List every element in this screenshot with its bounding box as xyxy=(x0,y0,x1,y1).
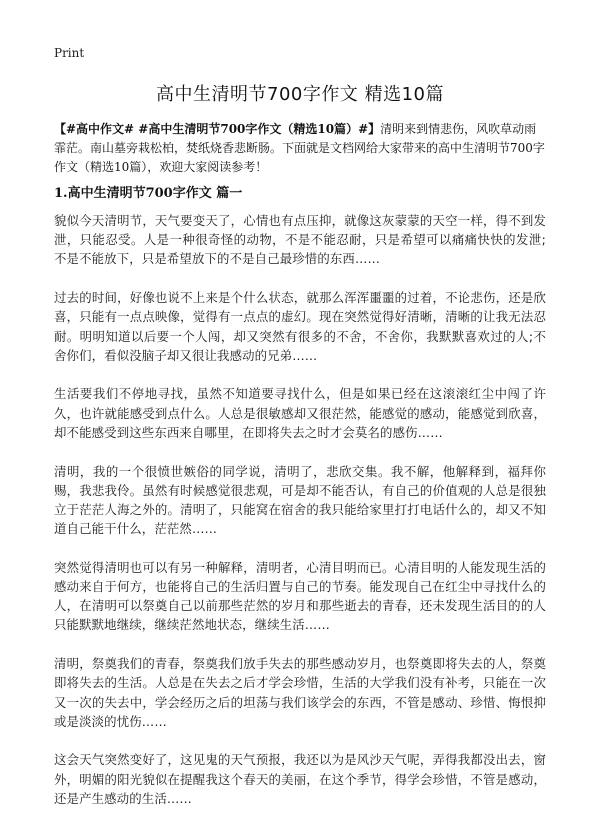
intro-text: 清明来到情悲伤，风吹草动雨霏茫。南山墓旁栽松柏，焚纸烧香悲断肠。下面就是文档网给大家带来的高中生清明节700字作文（精选10篇），欢迎大家阅读参考！ xyxy=(54,122,545,174)
print-label: Print xyxy=(54,46,85,60)
intro-tag: 【#高中作文# #高中生清明节700字作文（精选10篇）#】 xyxy=(54,122,381,136)
page-title: 高中生清明节700字作文 精选10篇 xyxy=(156,84,444,105)
section-heading: 1.高中生清明节700字作文 篇一 xyxy=(54,186,243,201)
paragraph-1: 貌似今天清明节，天气要变天了，心情也有点压抑，就像这灰蒙蒙的天空一样，得不到发泄，只能忍受。人是一种很奇怪的动物，不是不能忍耐，只是希望可以痛痛快快的发泄;不是不能放下，只是希望放下的不是自己最珍惜的东西…… xyxy=(54,213,546,267)
paragraph-5: 突然觉得清明也可以有另一种解释，清明者，心清目明而已。心清目明的人能发现生活的感动来自于何方，也能将自己的生活归置与自己的节奏。能发现自己在红尘中寻找什么的人，在清明可以祭奠自己以前那些茫然的岁月和那些逝去的青春，还未发现生活目的的人只能默默地继续，继续茫然地状态，继续生活…… xyxy=(54,559,546,633)
paragraph-6: 清明，祭奠我们的青春，祭奠我们放手失去的那些感动岁月，也祭奠即将失去的人，祭奠即将失去的生活。人总是在失去之后才学会珍惜，生活的大学我们没有补考，只能在一次又一次的失去中，学会经历之后的坦荡与我们该学会的东西，不管是感动、珍惜、悔恨抑或是淡淡的忧伤…… xyxy=(54,656,546,729)
article-body xyxy=(54,211,546,828)
paragraph-7: 这会天气突然变好了，这见鬼的天气预报，我还以为是风沙天气呢，弄得我都没出去，窗外，明媚的阳光貌似在提醒我这个春天的美丽，在这个季节，得学会珍惜，不管是感动，还是产生感动的生活…… xyxy=(54,752,546,806)
paragraph-3: 生活要我们不停地寻找，虽然不知道要寻找什么，但是如果已经在这滚滚红尘中闯了许久，也许就能感受到点什么。人总是很敏感却又很茫然，能感觉的感动，能感觉到欣喜，却不能感受到这些东西来自哪里，在即将失去之时才会莫名的感伤…… xyxy=(54,386,546,440)
paragraph-2: 过去的时间，好像也说不上来是个什么状态，就那么浑浑噩噩的过着，不论悲伤，还是欣喜，只能有一点点映像，觉得有一点点的虚幻。现在突然觉得好清晰，清晰的让我无法忍耐。明明知道以后要一个人闯，却又突然有很多的不舍，不舍你，我默默喜欢过的人;不舍你们，看似没脑子却又很让我感动的兄弟…… xyxy=(54,290,546,363)
intro-paragraph xyxy=(54,120,546,177)
paragraph-4: 清明，我的一个很愤世嫉俗的同学说，清明了，悲欣交集。我不解，他解释到，福拜你赐，我悲我伶。虽然有时候感觉很悲观，可是却不能否认，有自己的价值观的人总是很独立于茫茫人海之外的。清明了，只能窝在宿舍的我只能给家里打打电话什么的，却又不知道自己能干什么，茫茫然…… xyxy=(54,463,546,537)
